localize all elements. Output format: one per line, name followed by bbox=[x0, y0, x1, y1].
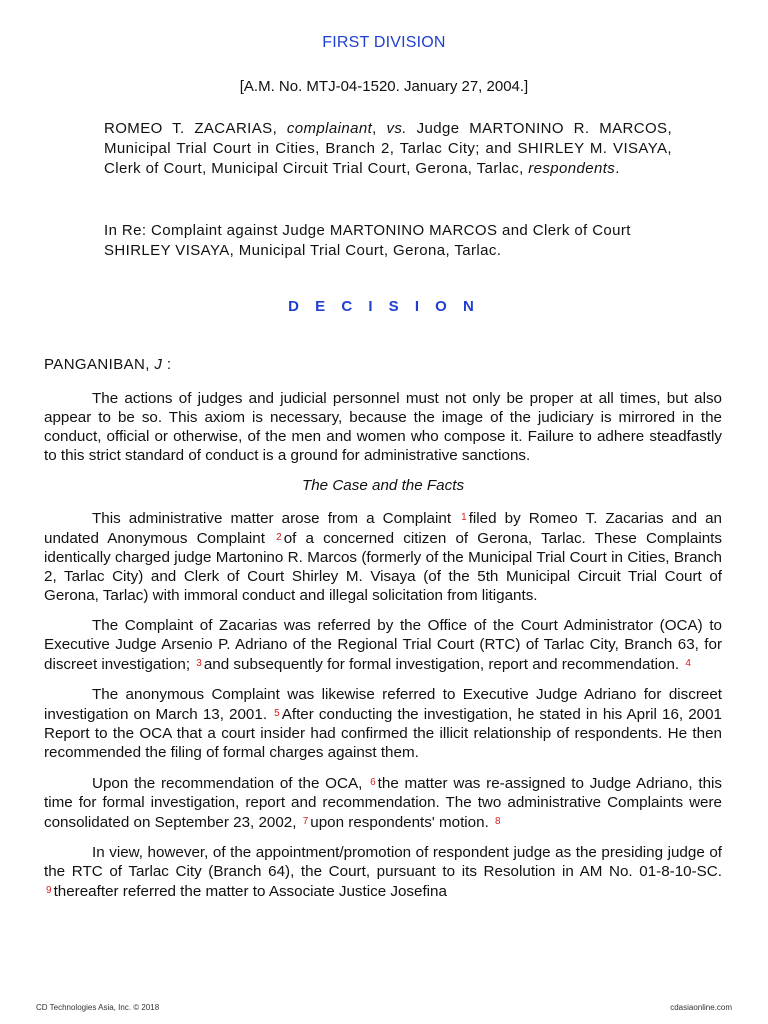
paragraph-5 bbox=[44, 773, 722, 832]
footnote-link-3[interactable]: 3 bbox=[196, 658, 202, 669]
paragraph-6-text-a: In view, however, of the appointment/promotion of respondent judge as the presiding judge of the RTC of Tarlac City (Branch 64), the Court, pursuant to its Resolution in AM No. 01-8-10-SC. bbox=[44, 844, 722, 880]
paragraph-2-text-b: filed by Romeo T. Zacarias and an undated Anonymous Complaint bbox=[44, 510, 722, 547]
paragraph-2 bbox=[44, 508, 722, 605]
footnote-link-2[interactable]: 2 bbox=[276, 532, 282, 543]
respondents-role: respondents bbox=[528, 160, 616, 177]
section-heading: The Case and the Facts bbox=[301, 477, 465, 494]
division-heading: FIRST DIVISION bbox=[322, 34, 446, 51]
versus: vs. bbox=[386, 120, 407, 137]
decision-body bbox=[44, 389, 722, 912]
paragraph-6 bbox=[44, 843, 722, 901]
footnote-link-6[interactable]: 6 bbox=[370, 777, 376, 788]
footer-site[interactable]: cdasiaonline.com bbox=[670, 1003, 732, 1012]
footnote-link-7[interactable]: 7 bbox=[302, 816, 309, 827]
decision-title: D E C I S I O N bbox=[288, 298, 480, 315]
in-re-caption: In Re: Complaint against Judge MARTONINO MARCOS and Clerk of Court SHIRLEY VISAYA, Municipal Trial Court, Gerona, Tarlac. bbox=[104, 222, 631, 259]
paragraph-2-text-c: of a concerned citizen of Gerona, Tarlac. These Complaints identically charged judge Martonino R. Marcos (formerly of the Municipal Trial Court in Cities, Branch 2, Tarlac City) and Clerk of Court Shirley M. Visaya (of the 5th Municipal Circuit Trial Court of Gerona, Tarlac) with immoral conduct and illegal solicitation from litigants. bbox=[44, 530, 722, 604]
ponente-suffix: J bbox=[154, 356, 163, 373]
paragraph-3-text-b: and subsequently for formal investigation, report and recommendation. bbox=[203, 656, 680, 673]
footnote-link-5[interactable]: 5 bbox=[274, 708, 280, 719]
footnote-link-8[interactable]: 8 bbox=[495, 816, 501, 827]
case-number: [A.M. No. MTJ-04-1520. January 27, 2004.] bbox=[239, 78, 529, 95]
ponente: PANGANIBAN, J : bbox=[44, 356, 172, 373]
paragraph-5-text-c: upon respondents' motion. bbox=[310, 814, 489, 831]
paragraph-4-text-a: The anonymous Complaint was likewise referred to Executive Judge Adriano for discreet investigation on March 13, 2001. bbox=[44, 686, 722, 723]
paragraph-1: The actions of judges and judicial personnel must not only be proper at all times, but also appear to be so. This axiom is necessary, because the image of the judiciary is mirrored in the conduct, official or otherwise, of the men and women who compose it. Failure to adhere steadfastly to this strict standard of conduct is a ground for administrative sanctions. bbox=[44, 390, 722, 464]
paragraph-4-text-b: After conducting the investigation, he stated in his April 16, 2001 Report to the OCA that a court insider had confirmed the illicit relationship of respondents. He then recommended the filing of formal charges against them. bbox=[44, 706, 723, 761]
complainant-role: complainant bbox=[286, 120, 373, 137]
complainant-name: ROMEO T. ZACARIAS bbox=[104, 120, 273, 137]
respondents-names: Judge MARTONINO R. MARCOS, Municipal Trial Court in Cities, Branch 2, Tarlac City; and SHIRLEY M. VISAYA, Clerk of Court, Municipal Circuit Trial Court, Gerona, Tarlac bbox=[104, 120, 673, 177]
footnote-link-4[interactable]: 4 bbox=[685, 658, 691, 669]
case-parties: ROMEO T. ZACARIAS, complainant, vs. Judge MARTONINO R. MARCOS, Municipal Trial Court in Cities, Branch 2, Tarlac City; and SHIRLEY M. VISAYA, Clerk of Court, Municipal Circuit Trial Court, Gerona, Tarlac, respondents. bbox=[104, 120, 673, 177]
paragraph-3 bbox=[44, 616, 722, 674]
paragraph-3-text-a: The Complaint of Zacarias was referred by the Office of the Court Administrator (OCA) to Executive Judge Arsenio P. Adriano of the Regional Trial Court (RTC) of Tarlac City, Branch 63, for discreet investigation; bbox=[44, 617, 722, 673]
footer-copyright: CD Technologies Asia, Inc. © 2018 bbox=[36, 1003, 160, 1012]
footnote-link-9[interactable]: 9 bbox=[46, 885, 52, 896]
paragraph-2-text-a: This administrative matter arose from a Complaint bbox=[92, 510, 452, 527]
paragraph-5-text-a: Upon the recommendation of the OCA, bbox=[92, 775, 363, 792]
ponente-name: PANGANIBAN bbox=[44, 356, 146, 373]
paragraph-4 bbox=[44, 685, 722, 762]
paragraph-6-text-b: thereafter referred the matter to Associate Justice Josefina bbox=[53, 883, 447, 900]
paragraph-5-text-b: the matter was re-assigned to Judge Adriano, this time for formal investigation, report and recommendation. The two administrative Complaints were consolidated on September 23, 2002, bbox=[44, 775, 722, 831]
footnote-link-1[interactable]: 1 bbox=[461, 512, 467, 523]
